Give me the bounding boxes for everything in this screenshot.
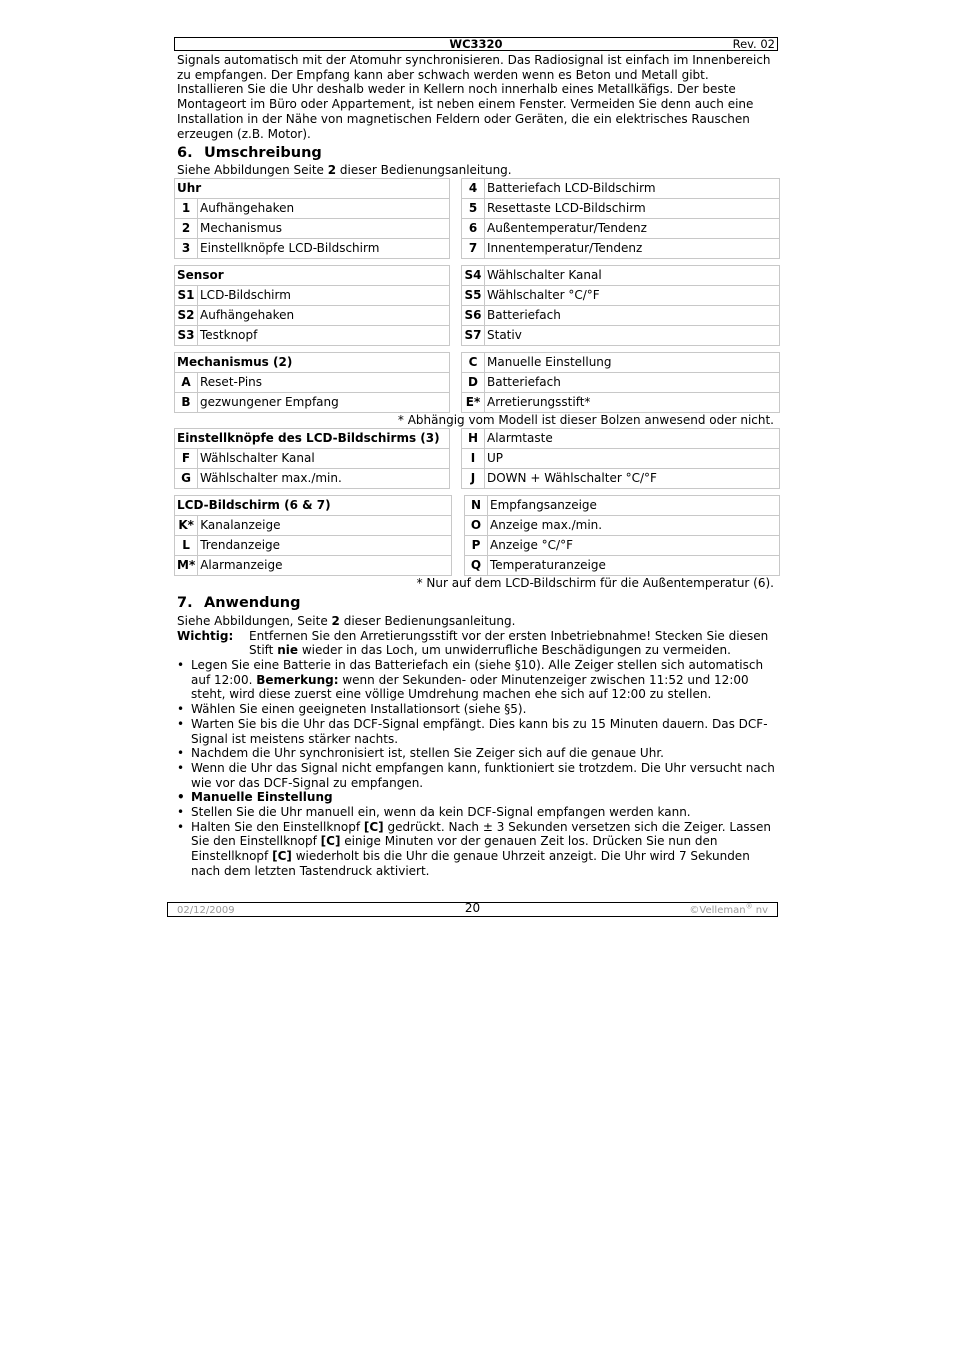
table-row xyxy=(462,218,780,238)
list-item: • Stellen Sie die Uhr manuell ein, wenn da kein DCF-Signal empfangen werden kann. xyxy=(177,805,777,820)
table-cell: Arretierungsstift* xyxy=(485,392,780,412)
running-footer xyxy=(167,902,778,917)
table-key-cell: L xyxy=(175,535,198,555)
running-header xyxy=(174,37,778,51)
table-cell: Trendanzeige xyxy=(198,535,452,555)
instruction-list xyxy=(177,658,777,879)
table-cell: Wählschalter max./min. xyxy=(198,468,450,488)
table-mechanismus-left xyxy=(174,352,450,413)
table-cell: Einstellknöpfe LCD-Bildschirm xyxy=(198,238,450,258)
table-row xyxy=(175,218,450,238)
table-lcd-right xyxy=(464,495,780,576)
section-7-reference: Siehe Abbildungen, Seite 2 dieser Bedienungsanleitung. xyxy=(177,613,516,628)
table-group-lcd xyxy=(174,495,780,576)
table-row xyxy=(175,535,452,555)
table-key-cell: J xyxy=(462,468,485,488)
section-6-heading: 6. Umschreibung xyxy=(177,145,322,162)
table-cell: Alarmtaste xyxy=(485,428,780,448)
table-group-einstellknoepfe xyxy=(174,428,780,489)
table-key-cell: H xyxy=(462,428,485,448)
table-row xyxy=(175,428,450,448)
table-cell: Empfangsanzeige xyxy=(488,495,780,515)
table-row xyxy=(462,372,780,392)
important-text: Entfernen Sie den Arretierungsstift vor der ersten Inbetriebnahme! Stecken Sie diesen Stift nie wieder in das Loch, um unwiderrufliche Beschädigungen zu vermeiden. xyxy=(249,628,769,658)
list-item-manual-heading: • Manuelle Einstellung xyxy=(177,790,777,805)
table-key-cell: P xyxy=(465,535,488,555)
table-cell: Außentemperatur/Tendenz xyxy=(485,218,780,238)
table-cell: LCD-Bildschirm (6 & 7) xyxy=(175,495,452,515)
table-cell: Mechanismus (2) xyxy=(175,352,450,372)
table-row xyxy=(175,448,450,468)
table-row xyxy=(175,238,450,258)
table-key-cell: S1 xyxy=(175,285,198,305)
table-row xyxy=(175,352,450,372)
table-cell: Stativ xyxy=(485,325,780,345)
table-cell: Aufhängehaken xyxy=(198,305,450,325)
table-row xyxy=(175,285,450,305)
table-key-cell: S7 xyxy=(462,325,485,345)
table-lcd-left xyxy=(174,495,452,576)
table-cell: Temperaturanzeige xyxy=(488,555,780,575)
table-cell: Reset-Pins xyxy=(198,372,450,392)
table-row xyxy=(462,448,780,468)
table-row xyxy=(175,495,452,515)
table-row xyxy=(462,468,780,488)
footer-copyright: ©Velleman® nv xyxy=(689,902,768,916)
table-cell: Aufhängehaken xyxy=(198,198,450,218)
table-einstellknoepfe-left xyxy=(174,428,450,489)
table-row xyxy=(462,198,780,218)
table-key-cell: F xyxy=(175,448,198,468)
table-key-cell: S4 xyxy=(462,265,485,285)
table-cell: Wählschalter °C/°F xyxy=(485,285,780,305)
footnote-arretierungsstift: * Abhängig vom Modell ist dieser Bolzen anwesend oder nicht. xyxy=(397,412,774,427)
table-key-cell: 3 xyxy=(175,238,198,258)
footer-date: 02/12/2009 xyxy=(177,905,235,916)
list-item: • Wenn die Uhr das Signal nicht empfangen kann, funktioniert sie trotzdem. Die Uhr versucht nach wie vor das DCF-Signal zu empfangen. xyxy=(177,761,777,790)
important-label: Wichtig: xyxy=(177,628,234,643)
footnote-lcd: * Nur auf dem LCD-Bildschirm für die Außentemperatur (6). xyxy=(416,575,774,590)
table-key-cell: C xyxy=(462,352,485,372)
page-number: 20 xyxy=(464,901,481,915)
table-key-cell: Q xyxy=(465,555,488,575)
table-key-cell: 6 xyxy=(462,218,485,238)
intro-paragraph: Signals automatisch mit der Atomuhr synchronisieren. Das Radiosignal ist einfach im Innenbereich zu empfangen. Der Empfang kann aber schwach werden wenn es Beton und Metall gibt. Installieren Sie die Uhr deshalb weder in Kellern noch innerhalb eines Metallkäfigs. Der beste Montageort im Büro oder Appartement, ist neben einem Fenster. Vermeiden Sie denn auch eine Installation in der Nähe von magnetischen Feldern oder Geräten, die ein elektrisches Rauschen erzeugen (z.B. Motor). xyxy=(177,53,771,141)
table-key-cell: 7 xyxy=(462,238,485,258)
table-mechanismus-right xyxy=(461,352,780,413)
table-row xyxy=(462,305,780,325)
table-group-uhr xyxy=(174,178,780,259)
header-revision: Rev. 02 xyxy=(732,37,775,51)
table-key-cell: N xyxy=(465,495,488,515)
table-cell: Mechanismus xyxy=(198,218,450,238)
table-row xyxy=(175,555,452,575)
table-cell: UP xyxy=(485,448,780,468)
table-row xyxy=(175,392,450,412)
table-row xyxy=(175,198,450,218)
table-sensor-right xyxy=(461,265,780,346)
table-cell: Sensor xyxy=(175,265,450,285)
table-cell: LCD-Bildschirm xyxy=(198,285,450,305)
table-cell: Batteriefach xyxy=(485,372,780,392)
table-key-cell: G xyxy=(175,468,198,488)
table-row xyxy=(175,178,450,198)
section-7-heading: 7. Anwendung xyxy=(177,594,301,611)
table-einstellknoepfe-right xyxy=(461,428,780,489)
table-cell: Alarmanzeige xyxy=(198,555,452,575)
table-sensor-left xyxy=(174,265,450,346)
table-key-cell: A xyxy=(175,372,198,392)
table-uhr-right xyxy=(461,178,780,259)
table-cell: DOWN + Wählschalter °C/°F xyxy=(485,468,780,488)
table-cell: gezwungener Empfang xyxy=(198,392,450,412)
page-content xyxy=(177,53,777,879)
table-row xyxy=(462,325,780,345)
list-item: • Warten Sie bis die Uhr das DCF-Signal empfängt. Dies kann bis zu 15 Minuten dauern. Das DCF-Signal ist meistens stärker nachts. xyxy=(177,717,777,746)
table-cell: Resettaste LCD-Bildschirm xyxy=(485,198,780,218)
table-key-cell: S5 xyxy=(462,285,485,305)
table-key-cell: 1 xyxy=(175,198,198,218)
table-key-cell: 4 xyxy=(462,178,485,198)
table-cell: Batteriefach LCD-Bildschirm xyxy=(485,178,780,198)
table-cell: Wählschalter Kanal xyxy=(485,265,780,285)
table-key-cell: D xyxy=(462,372,485,392)
table-row xyxy=(465,495,780,515)
table-key-cell: O xyxy=(465,515,488,535)
table-cell: Kanalanzeige xyxy=(198,515,452,535)
list-item: • Wählen Sie einen geeigneten Installationsort (siehe §5). xyxy=(177,702,777,717)
table-key-cell: K* xyxy=(175,515,198,535)
table-cell: Wählschalter Kanal xyxy=(198,448,450,468)
table-row xyxy=(462,238,780,258)
list-item: • Nachdem die Uhr synchronisiert ist, stellen Sie Zeiger sich auf die genaue Uhr. xyxy=(177,746,777,761)
table-row xyxy=(462,285,780,305)
table-row xyxy=(465,555,780,575)
table-row xyxy=(175,515,452,535)
table-key-cell: S3 xyxy=(175,325,198,345)
table-row xyxy=(175,325,450,345)
important-notice xyxy=(177,629,777,658)
table-key-cell: I xyxy=(462,448,485,468)
table-key-cell: B xyxy=(175,392,198,412)
table-row xyxy=(462,265,780,285)
section-6-reference: Siehe Abbildungen Seite 2 dieser Bedienungsanleitung. xyxy=(177,163,512,178)
table-cell: Manuelle Einstellung xyxy=(485,352,780,372)
table-cell: Testknopf xyxy=(198,325,450,345)
table-cell: Anzeige °C/°F xyxy=(488,535,780,555)
table-row xyxy=(462,428,780,448)
table-row xyxy=(465,535,780,555)
table-key-cell: 2 xyxy=(175,218,198,238)
table-row xyxy=(462,352,780,372)
table-key-cell: S2 xyxy=(175,305,198,325)
table-row xyxy=(175,305,450,325)
table-key-cell: 5 xyxy=(462,198,485,218)
table-key-cell: S6 xyxy=(462,305,485,325)
table-cell: Batteriefach xyxy=(485,305,780,325)
table-row xyxy=(175,372,450,392)
table-group-sensor xyxy=(174,265,780,346)
table-uhr-left xyxy=(174,178,450,259)
table-cell: Anzeige max./min. xyxy=(488,515,780,535)
table-row xyxy=(462,178,780,198)
table-cell: Innentemperatur/Tendenz xyxy=(485,238,780,258)
header-model: WC3320 xyxy=(449,37,503,51)
table-row xyxy=(462,392,780,412)
table-row xyxy=(175,468,450,488)
list-item: • Legen Sie eine Batterie in das Batteriefach ein (siehe §10). Alle Zeiger stellen sich automatisch auf 12:00. Bemerkung: wenn der Sekunden- oder Minutenzeiger zwischen 11:52 und 12:00 steht, wird diese zuerst eine völlige Umdrehung machen ehe sich auf 12:00 zu stellen. xyxy=(177,658,777,702)
table-key-cell: M* xyxy=(175,555,198,575)
table-group-mechanismus xyxy=(174,352,780,413)
table-cell: Uhr xyxy=(175,178,450,198)
table-row xyxy=(175,265,450,285)
table-row xyxy=(465,515,780,535)
table-key-cell: E* xyxy=(462,392,485,412)
table-cell: Einstellknöpfe des LCD-Bildschirms (3) xyxy=(175,428,450,448)
list-item: • Halten Sie den Einstellknopf [C] gedrückt. Nach ± 3 Sekunden versetzen sich die Zeiger. Lassen Sie den Einstellknopf [C] einige Minuten vor der genauen Zeit los. Drücken Sie nun den Einstellknopf [C] wiederholt bis die Uhr die genaue Uhrzeit anzeigt. Die Uhr wird 7 Sekunden nach dem letzten Tastendruck aktiviert. xyxy=(177,820,777,879)
